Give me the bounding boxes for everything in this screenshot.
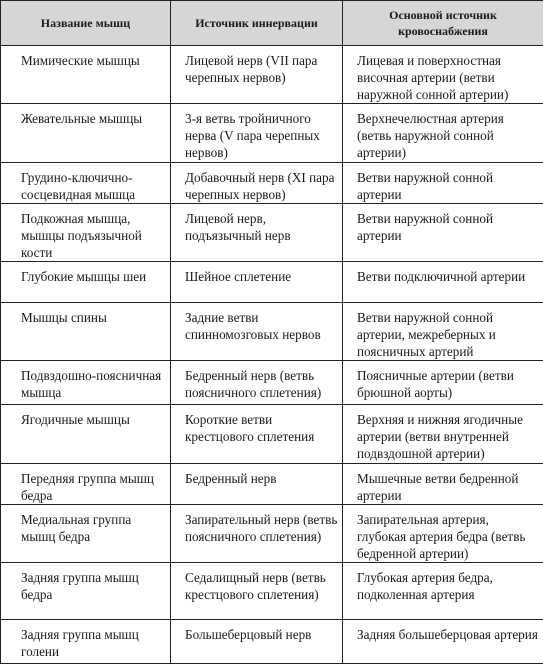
innervation-cell bbox=[171, 262, 343, 302]
muscle-name-cell bbox=[1, 204, 171, 262]
innervation-cell bbox=[171, 361, 343, 405]
table-row bbox=[1, 46, 543, 104]
blood-supply-text: Верхняя и нижняя ягодичные артерии (ветви внутренней подвздошной артерии) bbox=[357, 412, 523, 462]
muscle-name-cell bbox=[1, 361, 171, 405]
blood-supply-cell bbox=[343, 405, 543, 463]
muscle-name-cell bbox=[1, 563, 171, 619]
innervation-cell bbox=[171, 504, 343, 562]
header-row bbox=[1, 1, 543, 46]
muscle-name-text: Передняя группа мышц бедра bbox=[21, 470, 154, 503]
innervation-text: Короткие ветви крестцового сплетения bbox=[185, 412, 315, 445]
innervation-text: Запирательный нерв (ветвь поясничного сплетения) bbox=[185, 511, 338, 544]
muscle-name-text: Медиальная группа мышц бедра bbox=[21, 511, 132, 544]
table-row bbox=[1, 162, 543, 203]
innervation-cell bbox=[171, 302, 343, 360]
muscle-name-text: Задняя группа мышц бедра bbox=[21, 570, 139, 603]
blood-supply-cell bbox=[343, 563, 543, 619]
blood-supply-cell bbox=[343, 619, 543, 663]
muscle-name-text: Подкожная мышца, мышцы подъязычной кости bbox=[21, 211, 142, 261]
header-blood-supply: Основной источник кровоснабжения bbox=[343, 1, 543, 46]
table-row bbox=[1, 361, 543, 405]
innervation-cell bbox=[171, 104, 343, 162]
muscle-name-cell bbox=[1, 262, 171, 302]
muscle-name-cell bbox=[1, 619, 171, 663]
blood-supply-text: Лицевая и поверхностная височная артерии (ветви наружной сонной артерии) bbox=[357, 53, 509, 102]
table-header bbox=[1, 1, 543, 46]
innervation-cell bbox=[171, 463, 343, 504]
innervation-cell bbox=[171, 563, 343, 619]
muscle-name-cell bbox=[1, 463, 171, 504]
muscle-name-text: Жевательные мышцы bbox=[21, 111, 143, 127]
table-row bbox=[1, 302, 543, 360]
table-row bbox=[1, 405, 543, 463]
table-body bbox=[1, 46, 543, 664]
blood-supply-text: Задняя большеберцовая артерия bbox=[357, 626, 538, 642]
innervation-cell bbox=[171, 619, 343, 663]
innervation-text: Бедренный нерв bbox=[185, 470, 277, 486]
blood-supply-cell bbox=[343, 262, 543, 302]
blood-supply-cell bbox=[343, 361, 543, 405]
innervation-cell bbox=[171, 405, 343, 463]
blood-supply-cell bbox=[343, 463, 543, 504]
blood-supply-text: Поясничные артерии (ветви брюшной аорты) bbox=[357, 368, 514, 401]
blood-supply-cell bbox=[343, 504, 543, 562]
blood-supply-cell bbox=[343, 46, 543, 104]
innervation-text: Шейное сплетение bbox=[185, 269, 292, 285]
muscle-name-cell bbox=[1, 405, 171, 463]
table-row bbox=[1, 104, 543, 162]
blood-supply-text: Запирательная артерия, глубокая артерия бедра (ветвь бедренной артерии) bbox=[357, 511, 526, 561]
muscle-name-cell bbox=[1, 104, 171, 162]
innervation-text: Лицевой нерв, подъязычный нерв bbox=[185, 211, 291, 244]
muscle-name-cell bbox=[1, 504, 171, 562]
innervation-text: Бедренный нерв (ветвь поясничного сплетения) bbox=[185, 368, 322, 401]
blood-supply-text: Глубокая артерия бедра, подколенная артерия bbox=[357, 570, 493, 603]
blood-supply-cell bbox=[343, 302, 543, 360]
table-row bbox=[1, 463, 543, 504]
innervation-text: Добавочный нерв (XI пара черепных нервов) bbox=[185, 169, 335, 202]
innervation-text: 3-я ветвь тройничного нерва (V пара черепных нервов) bbox=[185, 111, 320, 161]
header-innervation-source: Источник иннервации bbox=[171, 1, 343, 46]
table-row bbox=[1, 563, 543, 619]
blood-supply-text: Ветви наружной сонной артерии bbox=[357, 211, 494, 244]
blood-supply-cell bbox=[343, 204, 543, 262]
muscle-name-text: Ягодичные мышцы bbox=[21, 412, 130, 428]
blood-supply-text: Ветви наружной сонной артерии bbox=[357, 169, 494, 202]
muscle-name-cell bbox=[1, 302, 171, 360]
table-row bbox=[1, 204, 543, 262]
innervation-text: Седалищный нерв (ветвь крестцового сплетения) bbox=[185, 570, 326, 603]
innervation-text: Большеберцовый нерв bbox=[185, 626, 312, 642]
blood-supply-text: Ветви наружной сонной артерии, межреберных и поясничных артерий bbox=[357, 309, 496, 359]
blood-supply-text: Мышечные ветви бедренной артерии bbox=[357, 470, 519, 503]
header-muscle-name: Название мышц bbox=[1, 1, 171, 46]
innervation-text: Задние ветви спинномозговых нервов bbox=[185, 309, 321, 342]
table-row bbox=[1, 504, 543, 562]
innervation-cell bbox=[171, 162, 343, 203]
muscle-name-text: Глубокие мышцы шеи bbox=[21, 269, 147, 285]
muscle-name-text: Мышцы спины bbox=[21, 309, 107, 325]
blood-supply-cell bbox=[343, 104, 543, 162]
table-row bbox=[1, 619, 543, 663]
muscle-name-text: Грудино-ключично-сосцевидная мышца bbox=[21, 169, 136, 202]
muscle-name-cell bbox=[1, 46, 171, 104]
innervation-cell bbox=[171, 46, 343, 104]
blood-supply-text: Верхнечелюстная артерия (ветвь наружной сонной артерии) bbox=[357, 111, 504, 161]
muscle-name-cell bbox=[1, 162, 171, 203]
table-row bbox=[1, 262, 543, 302]
blood-supply-cell bbox=[343, 162, 543, 203]
innervation-text: Лицевой нерв (VII пара черепных нервов) bbox=[185, 53, 318, 85]
muscle-name-text: Задняя группа мышц голени bbox=[21, 626, 139, 659]
muscle-name-text: Мимические мышцы bbox=[21, 53, 140, 68]
innervation-cell bbox=[171, 204, 343, 262]
blood-supply-text: Ветви подключичной артерии bbox=[357, 269, 526, 285]
muscle-name-text: Подвздошно-поясничная мышца bbox=[21, 368, 162, 401]
